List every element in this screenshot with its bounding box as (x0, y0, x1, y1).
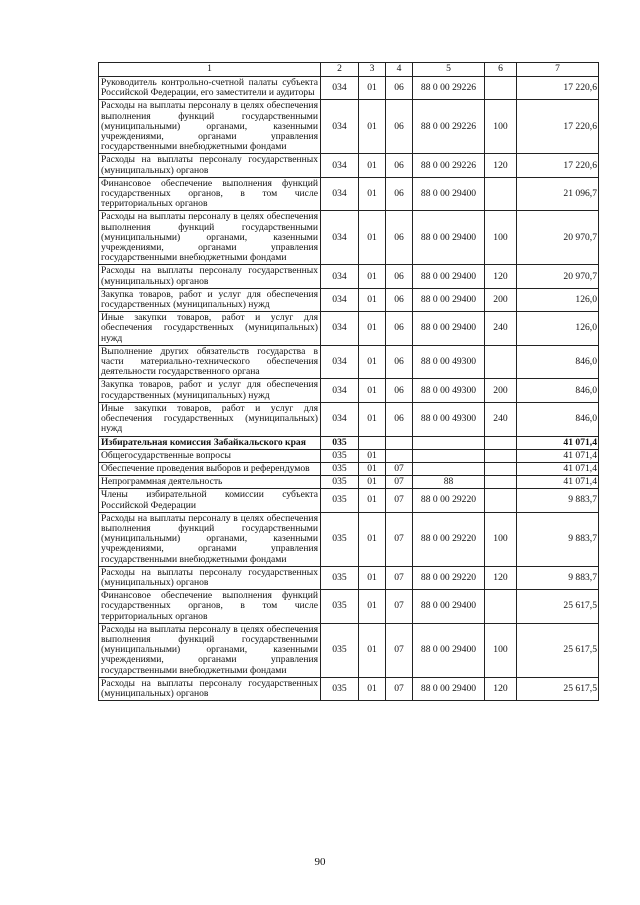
expense-type-cell (485, 436, 517, 449)
expense-type-cell (485, 449, 517, 462)
table-row (99, 590, 599, 624)
row-name-cell: Члены избирательной комиссии субъекта Российской Федерации (99, 489, 321, 512)
row-name-cell: Избирательная комиссия Забайкальского края (99, 436, 321, 449)
table-row (99, 312, 599, 346)
expense-type-cell: 120 (485, 154, 517, 177)
ministry-code-cell: 034 (321, 265, 359, 288)
section-code-cell: 01 (359, 379, 386, 402)
table-row (99, 77, 599, 100)
amount-cell: 846,0 (517, 402, 599, 436)
section-code-cell: 01 (359, 566, 386, 589)
subsection-code-cell: 06 (386, 100, 413, 154)
section-code-cell: 01 (359, 462, 386, 475)
amount-cell: 25 617,5 (517, 623, 599, 677)
table-row (99, 154, 599, 177)
subsection-code-cell: 06 (386, 265, 413, 288)
expense-type-cell (485, 489, 517, 512)
target-article-cell: 88 0 00 29220 (413, 512, 485, 566)
column-header-3: 3 (359, 63, 386, 77)
section-code-cell: 01 (359, 512, 386, 566)
section-code-cell: 01 (359, 345, 386, 379)
target-article-cell (413, 462, 485, 475)
ministry-code-cell: 035 (321, 462, 359, 475)
expense-type-cell: 100 (485, 211, 517, 265)
table-row (99, 402, 599, 436)
amount-cell: 25 617,5 (517, 677, 599, 700)
expense-type-cell: 200 (485, 379, 517, 402)
row-name-cell: Иные закупки товаров, работ и услуг для обеспечения государственных (муниципальных) нужд (99, 312, 321, 346)
ministry-code-cell: 035 (321, 449, 359, 462)
page-number: 90 (314, 856, 326, 868)
section-code-cell: 01 (359, 177, 386, 211)
amount-cell: 41 071,4 (517, 436, 599, 449)
expense-type-cell (485, 462, 517, 475)
target-article-cell (413, 436, 485, 449)
ministry-code-cell: 035 (321, 623, 359, 677)
target-article-cell: 88 0 00 29400 (413, 623, 485, 677)
section-code-cell: 01 (359, 77, 386, 100)
expense-type-cell: 100 (485, 623, 517, 677)
row-name-cell: Финансовое обеспечение выполнения функций государственных органов, в том числе территориальных органов (99, 177, 321, 211)
row-name-cell: Расходы на выплаты персоналу в целях обеспечения выполнения функций государственными (муниципальными) органами, казенными учреждениями, органами управления государственными внебюджетными фондами (99, 623, 321, 677)
subsection-code-cell: 06 (386, 379, 413, 402)
amount-cell: 41 071,4 (517, 449, 599, 462)
ministry-code-cell: 034 (321, 402, 359, 436)
subsection-code-cell: 06 (386, 288, 413, 311)
target-article-cell: 88 0 00 29220 (413, 489, 485, 512)
amount-cell: 20 970,7 (517, 265, 599, 288)
header-row (99, 63, 599, 77)
table-row (99, 100, 599, 154)
target-article-cell: 88 0 00 49300 (413, 402, 485, 436)
section-code-cell: 01 (359, 211, 386, 265)
table-row (99, 436, 599, 449)
column-header-7: 7 (517, 63, 599, 77)
subsection-code-cell: 07 (386, 512, 413, 566)
target-article-cell: 88 0 00 49300 (413, 345, 485, 379)
section-code-cell: 01 (359, 100, 386, 154)
column-header-1: 1 (99, 63, 321, 77)
amount-cell: 17 220,6 (517, 154, 599, 177)
subsection-code-cell: 07 (386, 677, 413, 700)
amount-cell: 846,0 (517, 379, 599, 402)
row-name-cell: Расходы на выплаты персоналу государственных (муниципальных) органов (99, 566, 321, 589)
ministry-code-cell: 035 (321, 489, 359, 512)
section-code-cell: 01 (359, 265, 386, 288)
target-article-cell: 88 0 00 29400 (413, 211, 485, 265)
expense-type-cell: 240 (485, 402, 517, 436)
target-article-cell: 88 0 00 29400 (413, 288, 485, 311)
ministry-code-cell: 035 (321, 476, 359, 489)
target-article-cell (413, 449, 485, 462)
row-name-cell: Расходы на выплаты персоналу государственных (муниципальных) органов (99, 677, 321, 700)
expense-type-cell (485, 590, 517, 624)
subsection-code-cell (386, 436, 413, 449)
section-code-cell: 01 (359, 154, 386, 177)
table-row (99, 449, 599, 462)
expense-type-cell: 240 (485, 312, 517, 346)
target-article-cell: 88 0 00 29226 (413, 77, 485, 100)
target-article-cell: 88 0 00 29226 (413, 100, 485, 154)
subsection-code-cell (386, 449, 413, 462)
table-row (99, 265, 599, 288)
table-row (99, 512, 599, 566)
table-row (99, 476, 599, 489)
target-article-cell: 88 0 00 29400 (413, 677, 485, 700)
column-header-2: 2 (321, 63, 359, 77)
amount-cell: 17 220,6 (517, 77, 599, 100)
table-row (99, 623, 599, 677)
ministry-code-cell: 034 (321, 177, 359, 211)
subsection-code-cell: 07 (386, 590, 413, 624)
row-name-cell: Расходы на выплаты персоналу в целях обеспечения выполнения функций государственными (муниципальными) органами, казенными учреждениями, органами управления государственными внебюджетными фондами (99, 512, 321, 566)
amount-cell: 25 617,5 (517, 590, 599, 624)
subsection-code-cell: 06 (386, 211, 413, 265)
ministry-code-cell: 034 (321, 154, 359, 177)
subsection-code-cell: 07 (386, 462, 413, 475)
section-code-cell: 01 (359, 402, 386, 436)
target-article-cell: 88 0 00 29400 (413, 312, 485, 346)
target-article-cell: 88 0 00 29220 (413, 566, 485, 589)
column-header-4: 4 (386, 63, 413, 77)
expense-type-cell (485, 177, 517, 211)
section-code-cell: 01 (359, 590, 386, 624)
row-name-cell: Выполнение других обязательств государства в части материально-технического обеспечения деятельности государственного органа (99, 345, 321, 379)
subsection-code-cell: 06 (386, 345, 413, 379)
row-name-cell: Обеспечение проведения выборов и референдумов (99, 462, 321, 475)
table-row (99, 345, 599, 379)
section-code-cell: 01 (359, 623, 386, 677)
table-row (99, 462, 599, 475)
ministry-code-cell: 034 (321, 288, 359, 311)
subsection-code-cell: 07 (386, 566, 413, 589)
table-body (99, 77, 599, 701)
row-name-cell: Расходы на выплаты персоналу государственных (муниципальных) органов (99, 154, 321, 177)
ministry-code-cell: 034 (321, 345, 359, 379)
row-name-cell: Расходы на выплаты персоналу в целях обеспечения выполнения функций государственными (муниципальными) органами, казенными учреждениями, органами управления государственными внебюджетными фондами (99, 211, 321, 265)
table-row (99, 677, 599, 700)
section-code-cell: 01 (359, 677, 386, 700)
target-article-cell: 88 (413, 476, 485, 489)
table-row (99, 211, 599, 265)
expense-type-cell: 120 (485, 265, 517, 288)
subsection-code-cell: 06 (386, 402, 413, 436)
expense-type-cell (485, 476, 517, 489)
section-code-cell: 01 (359, 288, 386, 311)
amount-cell: 9 883,7 (517, 489, 599, 512)
section-code-cell: 01 (359, 489, 386, 512)
row-name-cell: Иные закупки товаров, работ и услуг для обеспечения государственных (муниципальных) нужд (99, 402, 321, 436)
expense-type-cell: 100 (485, 100, 517, 154)
row-name-cell: Руководитель контрольно-счетной палаты субъекта Российской Федерации, его заместители и аудиторы (99, 77, 321, 100)
amount-cell: 20 970,7 (517, 211, 599, 265)
section-code-cell: 01 (359, 449, 386, 462)
ministry-code-cell: 035 (321, 512, 359, 566)
section-code-cell: 01 (359, 476, 386, 489)
subsection-code-cell: 07 (386, 489, 413, 512)
subsection-code-cell: 07 (386, 623, 413, 677)
expense-type-cell (485, 345, 517, 379)
table-row (99, 566, 599, 589)
target-article-cell: 88 0 00 49300 (413, 379, 485, 402)
section-code-cell: 01 (359, 312, 386, 346)
table-row (99, 177, 599, 211)
expense-type-cell: 200 (485, 288, 517, 311)
budget-table (98, 62, 599, 701)
section-code-cell (359, 436, 386, 449)
subsection-code-cell: 06 (386, 77, 413, 100)
ministry-code-cell: 034 (321, 379, 359, 402)
subsection-code-cell: 06 (386, 312, 413, 346)
subsection-code-cell: 07 (386, 476, 413, 489)
expense-type-cell (485, 77, 517, 100)
ministry-code-cell: 034 (321, 312, 359, 346)
amount-cell: 21 096,7 (517, 177, 599, 211)
ministry-code-cell: 034 (321, 211, 359, 265)
subsection-code-cell: 06 (386, 177, 413, 211)
row-name-cell: Расходы на выплаты персоналу государственных (муниципальных) органов (99, 265, 321, 288)
row-name-cell: Финансовое обеспечение выполнения функций государственных органов, в том числе территориальных органов (99, 590, 321, 624)
amount-cell: 9 883,7 (517, 512, 599, 566)
target-article-cell: 88 0 00 29400 (413, 265, 485, 288)
ministry-code-cell: 034 (321, 100, 359, 154)
amount-cell: 126,0 (517, 312, 599, 346)
row-name-cell: Общегосударственные вопросы (99, 449, 321, 462)
ministry-code-cell: 035 (321, 436, 359, 449)
column-header-5: 5 (413, 63, 485, 77)
table-row (99, 379, 599, 402)
amount-cell: 126,0 (517, 288, 599, 311)
row-name-cell: Непрограммная деятельность (99, 476, 321, 489)
table-row (99, 489, 599, 512)
expense-type-cell: 120 (485, 677, 517, 700)
amount-cell: 41 071,4 (517, 462, 599, 475)
row-name-cell: Закупка товаров, работ и услуг для обеспечения государственных (муниципальных) нужд (99, 379, 321, 402)
row-name-cell: Расходы на выплаты персоналу в целях обеспечения выполнения функций государственными (муниципальными) органами, казенными учреждениями, органами управления государственными внебюджетными фондами (99, 100, 321, 154)
ministry-code-cell: 035 (321, 566, 359, 589)
target-article-cell: 88 0 00 29400 (413, 590, 485, 624)
expense-type-cell: 100 (485, 512, 517, 566)
table-row (99, 288, 599, 311)
subsection-code-cell: 06 (386, 154, 413, 177)
row-name-cell: Закупка товаров, работ и услуг для обеспечения государственных (муниципальных) нужд (99, 288, 321, 311)
amount-cell: 9 883,7 (517, 566, 599, 589)
amount-cell: 846,0 (517, 345, 599, 379)
target-article-cell: 88 0 00 29400 (413, 177, 485, 211)
ministry-code-cell: 035 (321, 590, 359, 624)
ministry-code-cell: 035 (321, 677, 359, 700)
amount-cell: 17 220,6 (517, 100, 599, 154)
expense-type-cell: 120 (485, 566, 517, 589)
amount-cell: 41 071,4 (517, 476, 599, 489)
ministry-code-cell: 034 (321, 77, 359, 100)
column-header-6: 6 (485, 63, 517, 77)
target-article-cell: 88 0 00 29226 (413, 154, 485, 177)
